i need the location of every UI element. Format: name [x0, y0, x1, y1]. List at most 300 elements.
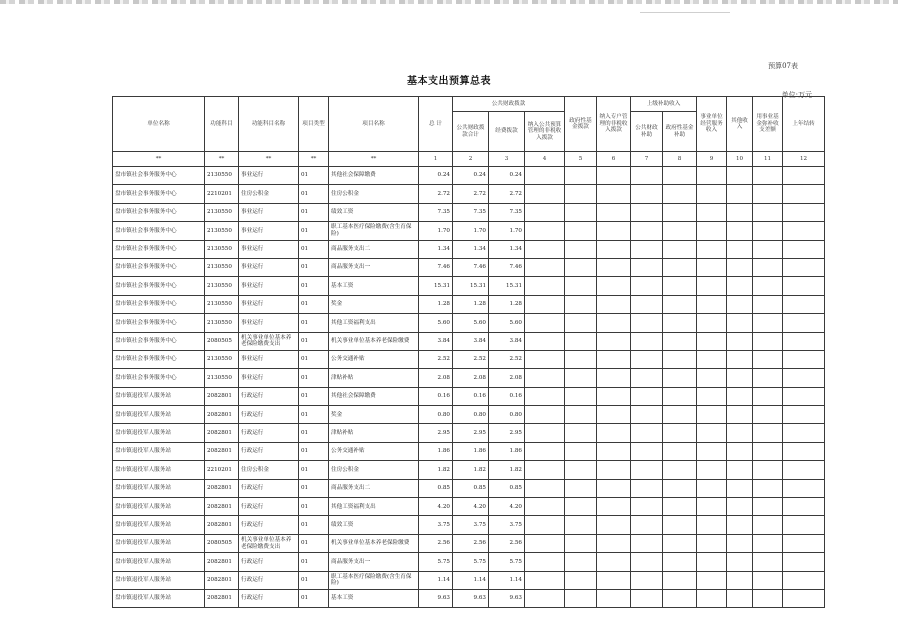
cell-empty — [783, 350, 825, 368]
cell-pf-funding: 9.63 — [489, 589, 525, 607]
table-row — [113, 277, 825, 295]
cell-empty — [697, 479, 727, 497]
cell-empty — [565, 203, 597, 221]
cell-empty — [663, 387, 697, 405]
cell-pf-subtotal: 1.14 — [453, 571, 489, 589]
index-cell: 5 — [565, 152, 597, 167]
cell-empty — [565, 387, 597, 405]
cell-empty — [727, 258, 753, 276]
cell-total: 5.60 — [419, 314, 453, 332]
index-cell: ** — [113, 152, 205, 167]
cell-empty — [663, 203, 697, 221]
cell-empty — [631, 424, 663, 442]
cell-func-code: 2082801 — [205, 424, 239, 442]
cell-total: 15.31 — [419, 277, 453, 295]
cell-empty — [783, 277, 825, 295]
cell-empty — [697, 369, 727, 387]
cell-empty — [663, 277, 697, 295]
cell-item-type: 01 — [299, 332, 329, 350]
cell-empty — [525, 295, 565, 313]
cell-total: 4.20 — [419, 498, 453, 516]
cell-total: 7.35 — [419, 203, 453, 221]
cell-empty — [783, 406, 825, 424]
cell-pf-funding: 1.34 — [489, 240, 525, 258]
cell-item-type: 01 — [299, 185, 329, 203]
cell-empty — [697, 277, 727, 295]
cell-empty — [727, 534, 753, 552]
cell-empty — [663, 350, 697, 368]
cell-empty — [697, 516, 727, 534]
table-row — [113, 424, 825, 442]
cell-pf-funding: 15.31 — [489, 277, 525, 295]
cell-empty — [565, 406, 597, 424]
budget-table — [112, 96, 825, 608]
cell-empty — [783, 314, 825, 332]
cell-func-code: 2210201 — [205, 461, 239, 479]
cell-unit-name: 盘市镇社会事务服务中心 — [113, 240, 205, 258]
cell-empty — [727, 314, 753, 332]
cell-pf-subtotal: 1.82 — [453, 461, 489, 479]
index-cell: 7 — [631, 152, 663, 167]
cell-empty — [525, 350, 565, 368]
index-cell: 9 — [697, 152, 727, 167]
cell-empty — [525, 314, 565, 332]
cell-empty — [727, 571, 753, 589]
index-cell: 4 — [525, 152, 565, 167]
cell-empty — [631, 332, 663, 350]
cell-empty — [727, 553, 753, 571]
cell-empty — [597, 589, 631, 607]
cell-empty — [697, 258, 727, 276]
cell-empty — [753, 589, 783, 607]
cell-item-name: 职工基本医疗保险缴费(含生育保险) — [329, 571, 419, 589]
cell-total: 2.56 — [419, 534, 453, 552]
cell-empty — [697, 350, 727, 368]
cell-item-type: 01 — [299, 240, 329, 258]
cell-empty — [783, 516, 825, 534]
cell-empty — [663, 516, 697, 534]
cell-pf-subtotal: 0.80 — [453, 406, 489, 424]
index-cell: ** — [205, 152, 239, 167]
cell-item-type: 01 — [299, 589, 329, 607]
cell-func-name: 行政运行 — [239, 553, 299, 571]
cell-empty — [631, 222, 663, 240]
cell-item-name: 津贴补贴 — [329, 424, 419, 442]
cell-item-name: 公务交通补贴 — [329, 442, 419, 460]
cell-pf-funding: 5.75 — [489, 553, 525, 571]
cell-empty — [597, 516, 631, 534]
cell-empty — [783, 203, 825, 221]
cell-unit-name: 盘市镇社会事务服务中心 — [113, 185, 205, 203]
cell-total: 2.72 — [419, 185, 453, 203]
cell-empty — [697, 442, 727, 460]
cell-pf-funding: 4.20 — [489, 498, 525, 516]
cell-empty — [727, 350, 753, 368]
cell-unit-name: 盘市镇退役军人服务站 — [113, 571, 205, 589]
cell-empty — [631, 571, 663, 589]
cell-empty — [697, 424, 727, 442]
cell-unit-name: 盘市镇社会事务服务中心 — [113, 203, 205, 221]
cell-item-name: 绩效工资 — [329, 203, 419, 221]
index-cell: 1 — [419, 152, 453, 167]
cell-empty — [753, 498, 783, 516]
cell-func-code: 2130550 — [205, 203, 239, 221]
cell-item-name: 绩效工资 — [329, 516, 419, 534]
cell-empty — [525, 369, 565, 387]
cell-pf-funding: 1.14 — [489, 571, 525, 589]
cell-empty — [597, 167, 631, 185]
cell-empty — [565, 461, 597, 479]
cell-item-type: 01 — [299, 222, 329, 240]
cell-item-type: 01 — [299, 571, 329, 589]
header-pf-funding: 经费拨款 — [489, 112, 525, 152]
cell-pf-subtotal: 1.70 — [453, 222, 489, 240]
cell-empty — [753, 240, 783, 258]
cell-item-type: 01 — [299, 534, 329, 552]
cell-empty — [663, 369, 697, 387]
cell-empty — [631, 498, 663, 516]
cell-empty — [631, 553, 663, 571]
cell-empty — [727, 332, 753, 350]
cell-empty — [697, 553, 727, 571]
cell-func-code: 2210201 — [205, 185, 239, 203]
cell-item-type: 01 — [299, 295, 329, 313]
table-row — [113, 240, 825, 258]
cell-pf-funding: 2.52 — [489, 350, 525, 368]
table-row — [113, 222, 825, 240]
cell-func-code: 2130550 — [205, 277, 239, 295]
cell-unit-name: 盘市镇退役军人服务站 — [113, 479, 205, 497]
cell-item-type: 01 — [299, 277, 329, 295]
cell-pf-funding: 0.80 — [489, 406, 525, 424]
cell-func-name: 事业运行 — [239, 203, 299, 221]
table-row — [113, 167, 825, 185]
cell-empty — [565, 314, 597, 332]
cell-empty — [525, 534, 565, 552]
cell-item-name: 其他工资福利支出 — [329, 314, 419, 332]
cell-empty — [783, 295, 825, 313]
cell-total: 5.75 — [419, 553, 453, 571]
cell-func-name: 行政运行 — [239, 442, 299, 460]
cell-empty — [783, 369, 825, 387]
cell-func-name: 行政运行 — [239, 387, 299, 405]
cell-empty — [727, 185, 753, 203]
cell-pf-funding: 3.75 — [489, 516, 525, 534]
cell-empty — [525, 258, 565, 276]
cell-empty — [753, 387, 783, 405]
cell-empty — [631, 534, 663, 552]
cell-pf-subtotal: 2.72 — [453, 185, 489, 203]
cell-total: 1.28 — [419, 295, 453, 313]
table-row — [113, 571, 825, 589]
index-cell: 2 — [453, 152, 489, 167]
cell-unit-name: 盘市镇社会事务服务中心 — [113, 167, 205, 185]
cell-func-name: 事业运行 — [239, 295, 299, 313]
cell-empty — [753, 516, 783, 534]
cell-empty — [663, 295, 697, 313]
cell-empty — [753, 369, 783, 387]
cell-empty — [565, 277, 597, 295]
table-row — [113, 185, 825, 203]
cell-empty — [697, 498, 727, 516]
cell-item-type: 01 — [299, 516, 329, 534]
cell-func-name: 事业运行 — [239, 314, 299, 332]
header-gov-fund: 政府性基金拨款 — [565, 97, 597, 152]
cell-func-code: 2130550 — [205, 167, 239, 185]
cell-empty — [597, 203, 631, 221]
cell-empty — [727, 424, 753, 442]
cell-total: 1.82 — [419, 461, 453, 479]
cell-pf-funding: 0.16 — [489, 387, 525, 405]
header-pf-special: 纳入公共预算管理的非税收入拨款 — [525, 112, 565, 152]
table-row — [113, 314, 825, 332]
cell-func-code: 2130550 — [205, 369, 239, 387]
cell-total: 1.34 — [419, 240, 453, 258]
index-cell: 8 — [663, 152, 697, 167]
cell-empty — [565, 185, 597, 203]
cell-empty — [783, 332, 825, 350]
cell-unit-name: 盘市镇社会事务服务中心 — [113, 350, 205, 368]
table-row — [113, 461, 825, 479]
cell-empty — [525, 479, 565, 497]
cell-empty — [753, 295, 783, 313]
cell-empty — [597, 277, 631, 295]
cell-item-name: 其他社会保障缴费 — [329, 387, 419, 405]
cell-pf-subtotal: 7.46 — [453, 258, 489, 276]
cell-empty — [753, 222, 783, 240]
index-cell: 12 — [783, 152, 825, 167]
cell-item-name: 基本工资 — [329, 277, 419, 295]
cell-item-name: 住房公积金 — [329, 461, 419, 479]
cell-empty — [663, 571, 697, 589]
cell-unit-name: 盘市镇退役军人服务站 — [113, 387, 205, 405]
cell-empty — [525, 332, 565, 350]
cell-item-type: 01 — [299, 406, 329, 424]
cell-empty — [663, 240, 697, 258]
cell-empty — [525, 203, 565, 221]
cell-pf-funding: 2.95 — [489, 424, 525, 442]
cell-empty — [727, 387, 753, 405]
cell-empty — [663, 479, 697, 497]
cell-empty — [753, 203, 783, 221]
cell-total: 1.70 — [419, 222, 453, 240]
cell-item-name: 住房公积金 — [329, 185, 419, 203]
index-cell: ** — [329, 152, 419, 167]
cell-empty — [697, 185, 727, 203]
cell-empty — [565, 258, 597, 276]
cell-unit-name: 盘市镇退役军人服务站 — [113, 534, 205, 552]
table-row — [113, 498, 825, 516]
cell-empty — [597, 295, 631, 313]
cell-total: 3.75 — [419, 516, 453, 534]
cell-func-code: 2082801 — [205, 589, 239, 607]
cell-unit-name: 盘市镇退役军人服务站 — [113, 442, 205, 460]
cell-item-type: 01 — [299, 203, 329, 221]
cell-func-name: 事业运行 — [239, 277, 299, 295]
cell-pf-subtotal: 4.20 — [453, 498, 489, 516]
cell-empty — [525, 589, 565, 607]
cell-func-name: 行政运行 — [239, 406, 299, 424]
cell-pf-subtotal: 1.86 — [453, 442, 489, 460]
cell-empty — [783, 461, 825, 479]
cell-unit-name: 盘市镇社会事务服务中心 — [113, 369, 205, 387]
cell-empty — [597, 534, 631, 552]
cell-empty — [753, 185, 783, 203]
cell-empty — [565, 571, 597, 589]
cell-pf-funding: 5.60 — [489, 314, 525, 332]
table-row — [113, 295, 825, 313]
cell-func-code: 2082801 — [205, 406, 239, 424]
header-pf-subtotal: 公共财政拨款合计 — [453, 112, 489, 152]
cell-empty — [663, 442, 697, 460]
header-other-income: 其他收入 — [727, 97, 753, 152]
cell-pf-subtotal: 9.63 — [453, 589, 489, 607]
cell-empty — [727, 222, 753, 240]
cell-unit-name: 盘市镇退役军人服务站 — [113, 424, 205, 442]
cell-total: 2.52 — [419, 350, 453, 368]
cell-empty — [597, 222, 631, 240]
cell-item-type: 01 — [299, 498, 329, 516]
cell-unit-name: 盘市镇社会事务服务中心 — [113, 258, 205, 276]
cell-empty — [663, 185, 697, 203]
cell-item-type: 01 — [299, 387, 329, 405]
cell-item-type: 01 — [299, 461, 329, 479]
cell-empty — [697, 203, 727, 221]
cell-empty — [753, 332, 783, 350]
cell-func-name: 行政运行 — [239, 424, 299, 442]
cell-empty — [597, 240, 631, 258]
cell-func-code: 2082801 — [205, 571, 239, 589]
cell-unit-name: 盘市镇社会事务服务中心 — [113, 222, 205, 240]
cell-func-code: 2082801 — [205, 479, 239, 497]
cell-func-name: 事业运行 — [239, 258, 299, 276]
cell-total: 0.80 — [419, 406, 453, 424]
cell-empty — [525, 571, 565, 589]
cell-unit-name: 盘市镇退役军人服务站 — [113, 516, 205, 534]
cell-total: 3.84 — [419, 332, 453, 350]
cell-empty — [753, 258, 783, 276]
cell-func-name: 事业运行 — [239, 350, 299, 368]
table-row — [113, 258, 825, 276]
cell-item-name: 奖金 — [329, 295, 419, 313]
index-cell: 6 — [597, 152, 631, 167]
cell-total: 9.63 — [419, 589, 453, 607]
cell-empty — [783, 553, 825, 571]
cell-empty — [565, 589, 597, 607]
cell-empty — [631, 258, 663, 276]
table-row — [113, 479, 825, 497]
cell-empty — [525, 461, 565, 479]
cell-pf-funding: 2.08 — [489, 369, 525, 387]
table-row — [113, 442, 825, 460]
cell-empty — [565, 167, 597, 185]
cell-pf-subtotal: 5.60 — [453, 314, 489, 332]
cell-empty — [663, 534, 697, 552]
cell-empty — [727, 589, 753, 607]
cell-func-name: 事业运行 — [239, 240, 299, 258]
cell-empty — [753, 350, 783, 368]
cell-item-name: 公务交通补贴 — [329, 350, 419, 368]
cell-empty — [597, 498, 631, 516]
cell-item-type: 01 — [299, 350, 329, 368]
cell-func-code: 2080505 — [205, 534, 239, 552]
cell-func-code: 2130550 — [205, 295, 239, 313]
cell-total: 0.24 — [419, 167, 453, 185]
cell-empty — [525, 167, 565, 185]
cell-func-name: 行政运行 — [239, 498, 299, 516]
cell-empty — [697, 167, 727, 185]
cell-empty — [565, 534, 597, 552]
cell-pf-funding: 1.28 — [489, 295, 525, 313]
cell-empty — [631, 295, 663, 313]
cell-unit-name: 盘市镇退役军人服务站 — [113, 498, 205, 516]
cell-empty — [783, 571, 825, 589]
cell-empty — [697, 406, 727, 424]
cell-empty — [565, 369, 597, 387]
cell-empty — [597, 553, 631, 571]
cell-empty — [631, 406, 663, 424]
cell-empty — [597, 258, 631, 276]
cell-empty — [663, 424, 697, 442]
cell-pf-funding: 1.86 — [489, 442, 525, 460]
index-cell: 3 — [489, 152, 525, 167]
cell-unit-name: 盘市镇社会事务服务中心 — [113, 295, 205, 313]
cell-pf-subtotal: 0.85 — [453, 479, 489, 497]
cell-empty — [753, 479, 783, 497]
cell-item-type: 01 — [299, 314, 329, 332]
cell-empty — [631, 314, 663, 332]
cell-empty — [525, 498, 565, 516]
cell-item-type: 01 — [299, 553, 329, 571]
cell-empty — [565, 442, 597, 460]
cell-empty — [697, 461, 727, 479]
cell-empty — [727, 498, 753, 516]
cell-total: 0.16 — [419, 387, 453, 405]
header-carryover: 上年结转 — [783, 97, 825, 152]
cell-total: 7.46 — [419, 258, 453, 276]
cell-pf-subtotal: 15.31 — [453, 277, 489, 295]
cell-empty — [783, 387, 825, 405]
cell-empty — [783, 185, 825, 203]
cell-empty — [525, 240, 565, 258]
cell-pf-subtotal: 0.24 — [453, 167, 489, 185]
cell-empty — [697, 314, 727, 332]
header-unit-name: 单位名称 — [113, 97, 205, 152]
cell-empty — [727, 167, 753, 185]
cell-empty — [753, 461, 783, 479]
cell-empty — [783, 167, 825, 185]
cell-empty — [597, 369, 631, 387]
cell-empty — [597, 461, 631, 479]
cell-pf-subtotal: 3.84 — [453, 332, 489, 350]
cell-empty — [597, 442, 631, 460]
cell-func-code: 2130550 — [205, 258, 239, 276]
cell-pf-funding: 0.85 — [489, 479, 525, 497]
cell-empty — [783, 479, 825, 497]
cell-empty — [525, 406, 565, 424]
cell-func-code: 2130550 — [205, 350, 239, 368]
cell-item-name: 职工基本医疗保险缴费(含生育保险) — [329, 222, 419, 240]
cell-total: 2.95 — [419, 424, 453, 442]
cell-total: 1.86 — [419, 442, 453, 460]
cell-pf-subtotal: 1.28 — [453, 295, 489, 313]
cell-empty — [631, 461, 663, 479]
cell-empty — [525, 442, 565, 460]
cell-empty — [727, 277, 753, 295]
cell-func-name: 行政运行 — [239, 479, 299, 497]
cell-empty — [631, 516, 663, 534]
cell-pf-subtotal: 2.95 — [453, 424, 489, 442]
